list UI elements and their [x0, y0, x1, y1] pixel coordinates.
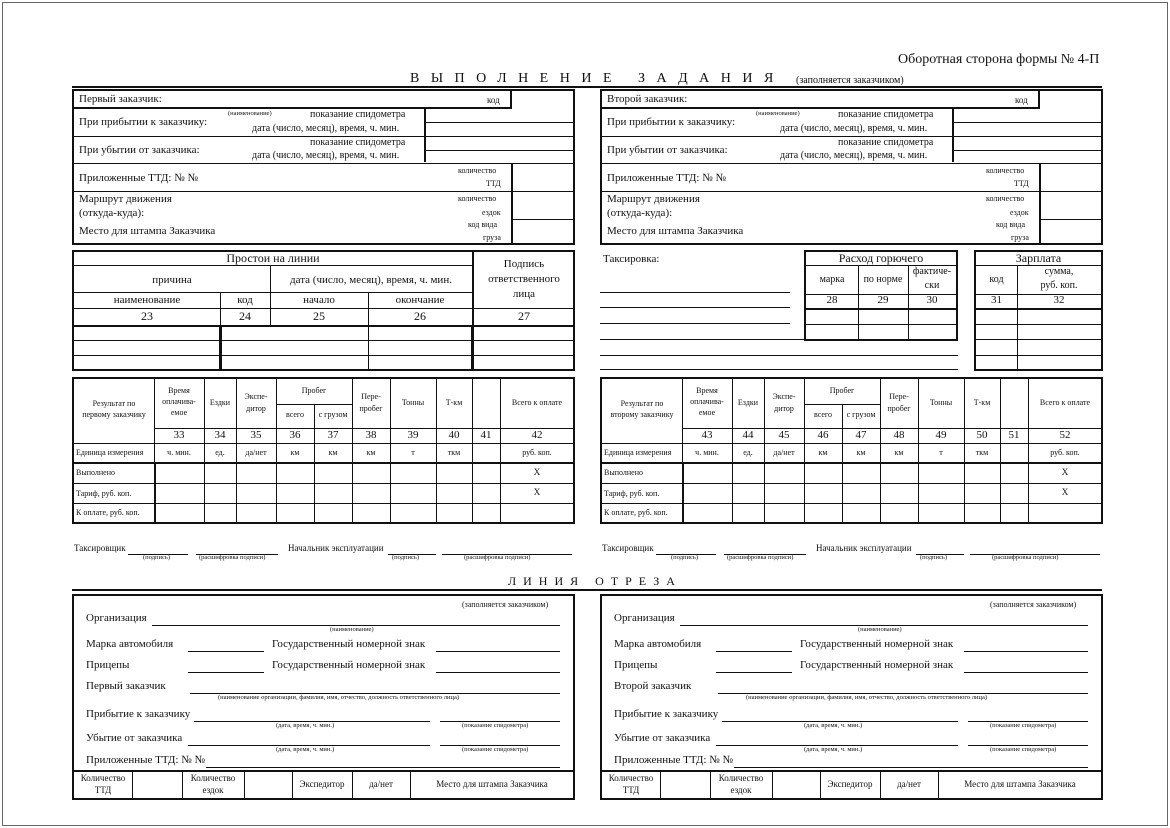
stub-note-r: (заполняется заказчиком)	[990, 600, 1077, 609]
stub-qty-ttd-2: ТТД	[94, 785, 112, 795]
col-51: 51	[1008, 429, 1020, 441]
cargo-label-2: груза	[483, 233, 501, 242]
stub-qty-trips-r1: Количество	[718, 773, 764, 783]
name-header: наименование	[113, 294, 181, 306]
fuel-brand: марка	[819, 274, 845, 285]
qty-label-r2: количество	[986, 194, 1025, 203]
result-header-r2: второму заказчику	[610, 410, 674, 419]
unit-rub-r: руб. коп.	[1050, 448, 1080, 457]
fuel-col-30: 30	[926, 294, 938, 306]
section-title: ВЫПОЛНЕНИЕ ЗАДАНИЯ	[410, 71, 785, 86]
stub-departure-label: Убытие от заказчика	[86, 732, 183, 744]
stub-org-label: Организация	[86, 612, 147, 624]
code-label: код	[487, 95, 500, 105]
unit-tons: т	[411, 448, 415, 457]
run-header: Пробег	[301, 386, 327, 395]
stub-org-desc: (наименование организации, фамилия, имя, отчество, должность ответственного лица)	[218, 694, 459, 701]
stub-plate-label: Государственный номерной знак	[272, 638, 426, 650]
stub-plate-label-r: Государственный номерной знак	[800, 638, 954, 650]
decode-caption-r2: (расшифровка подписи)	[992, 554, 1059, 561]
decode-caption-1: (расшифровка подписи)	[199, 554, 266, 561]
col-35: 35	[250, 429, 262, 441]
cut-line-rule	[72, 589, 1102, 591]
stub-qty-trips-r2: ездок	[730, 785, 752, 795]
decode-caption-r1: (расшифровка подписи)	[727, 554, 794, 561]
form-title: Оборотная сторона формы № 4-П	[898, 52, 1100, 67]
code-header: код	[237, 294, 253, 306]
departure-label-r: При убытии от заказчика:	[607, 144, 728, 156]
stub-trailers-label-r: Прицепы	[614, 659, 658, 671]
unit-run-total: км	[290, 448, 300, 457]
salary-col-32: 32	[1053, 294, 1065, 306]
topay-label: К оплате, руб. коп.	[76, 508, 140, 517]
x-mark-r2: X	[1061, 487, 1069, 497]
unit-tkm: ткм	[447, 448, 461, 457]
departure-label: При убытии от заказчика:	[79, 144, 200, 156]
run-loaded-header: с грузом	[318, 410, 348, 419]
salary-title: Зарплата	[1015, 251, 1062, 265]
naim-caption: (наименование)	[228, 110, 272, 117]
col-52: 52	[1059, 429, 1071, 441]
time-header-r3: емое	[698, 408, 716, 417]
result-header-1: Результат по	[92, 399, 136, 408]
tax-label: Таксировка:	[603, 253, 660, 265]
odometer-label: показание спидометра	[310, 109, 406, 120]
stub-arrival-label: Прибытие к заказчику	[86, 708, 191, 720]
run-total-header: всего	[285, 410, 304, 419]
col-36: 36	[289, 429, 301, 441]
stub-car-label-r: Марка автомобиля	[614, 638, 702, 650]
unit-run-total-r: км	[818, 448, 828, 457]
first-customer-label: Первый заказчик:	[79, 93, 162, 105]
route-label-2: (откуда-куда):	[79, 207, 145, 219]
odometer-label-r2: показание спидометра	[838, 137, 934, 148]
ttd-short-r: ТТД	[1014, 179, 1029, 188]
stub-departure-label-r: Убытие от заказчика	[614, 732, 711, 744]
salary-sum-2: руб. коп.	[1040, 280, 1078, 291]
unit-trips-r: ед.	[743, 448, 753, 457]
x-mark-r1: X	[1061, 467, 1069, 477]
unit-label: Единица измерения	[76, 448, 144, 457]
stub-car-label: Марка автомобиля	[86, 638, 174, 650]
sig-caption-2: (подпись)	[392, 554, 419, 561]
sign-header-2: ответственного	[488, 273, 560, 285]
unit-exp-r: да/нет	[773, 448, 795, 457]
stub-dt-caption-1: (дата, время, ч. мин.)	[276, 722, 335, 729]
stub-qty-ttd-r2: ТТД	[622, 785, 640, 795]
over-header-1: Пере-	[361, 392, 381, 401]
stub-dt-caption-r2: (дата, время, ч. мин.)	[804, 746, 863, 753]
stub-qty-trips-1: Количество	[190, 773, 236, 783]
code-label-r: код	[1015, 95, 1028, 105]
stub-org-desc-r: (наименование организации, фамилия, имя, отчество, должность ответственного лица)	[746, 694, 987, 701]
stamp-label: Место для штампа Заказчика	[79, 225, 216, 237]
time-header-3: емое	[170, 408, 188, 417]
time-header-2: оплачива-	[162, 397, 196, 406]
col-44: 44	[742, 429, 754, 441]
col-43: 43	[701, 429, 713, 441]
col-num-26: 26	[414, 309, 426, 323]
stub-yesno-r: да/нет	[897, 779, 921, 789]
naim-caption-r: (наименование)	[756, 110, 800, 117]
fuel-fact-1: фактиче-	[912, 266, 952, 277]
trips-label-r: ездок	[1010, 208, 1029, 217]
stub-trailers-label: Прицепы	[86, 659, 130, 671]
stub-yesno: да/нет	[369, 779, 393, 789]
unit-rub: руб. коп.	[522, 448, 552, 457]
exp-header-r2: дитор	[774, 404, 794, 413]
ttd-short: ТТД	[486, 179, 501, 188]
taxer-label-r: Таксировщик	[602, 543, 654, 553]
second-customer-label: Второй заказчик:	[607, 93, 688, 105]
result-header-r1: Результат по	[620, 399, 664, 408]
unit-trips: ед.	[215, 448, 225, 457]
over-header-r1: Пере-	[889, 392, 909, 401]
time-header-r2: оплачива-	[690, 397, 724, 406]
tariff-label: Тариф, руб. коп.	[76, 489, 132, 498]
stub-exp: Экспедитор	[299, 779, 345, 789]
exp-header-2: дитор	[246, 404, 266, 413]
datetime-label-r: дата (число, месяц), время, ч. мин.	[780, 123, 928, 134]
odometer-label-r: показание спидометра	[838, 109, 934, 120]
col-45: 45	[778, 429, 790, 441]
time-header-1: Время	[168, 386, 190, 395]
stub-ttd-label: Приложенные ТТД: № №	[86, 754, 205, 766]
start-header: начало	[303, 294, 335, 306]
unit-run-loaded: км	[328, 448, 338, 457]
cargo-label-r2: груза	[1011, 233, 1029, 242]
tkm-header: Т-км	[445, 398, 463, 407]
col-num-25: 25	[313, 309, 325, 323]
result-header-2: первому заказчику	[82, 410, 146, 419]
col-33: 33	[173, 429, 185, 441]
unit-label-r: Единица измерения	[604, 448, 672, 457]
total-pay-header-r: Всего к оплате	[1039, 398, 1091, 407]
arrival-label: При прибытии к заказчику:	[79, 116, 208, 128]
stub-exp-r: Экспедитор	[827, 779, 873, 789]
stamp-label-r: Место для штампа Заказчика	[607, 225, 744, 237]
cargo-label: код вида	[468, 220, 497, 229]
stub-stamp: Место для штампа Заказчика	[436, 779, 548, 789]
col-46: 46	[817, 429, 829, 441]
unit-time-r: ч. мин.	[695, 448, 719, 457]
end-header: окончание	[395, 294, 445, 306]
col-34: 34	[214, 429, 226, 441]
stub-odo-caption-r2: (показание спидометра)	[990, 746, 1057, 753]
tkm-header-r: Т-км	[973, 398, 991, 407]
cargo-label-r: код вида	[996, 220, 1025, 229]
col-num-23: 23	[141, 309, 153, 323]
time-header-r1: Время	[696, 386, 718, 395]
over-header-2: пробег	[359, 404, 383, 413]
col-42: 42	[531, 429, 543, 441]
stub-qty-trips-2: ездок	[202, 785, 224, 795]
tons-header-r: Тонны	[929, 398, 953, 407]
qty-label-r: количество	[986, 166, 1025, 175]
section-note: (заполняется заказчиком)	[796, 75, 904, 86]
trips-header: Ездки	[209, 398, 231, 407]
fuel-title: Расход горючего	[838, 251, 924, 265]
ttd-label-r: Приложенные ТТД: № №	[607, 172, 726, 184]
stub-note: (заполняется заказчиком)	[462, 600, 549, 609]
total-pay-header: Всего к оплате	[511, 398, 563, 407]
unit-tons-r: т	[939, 448, 943, 457]
trips-header-r: Ездки	[737, 398, 759, 407]
col-37: 37	[327, 429, 339, 441]
run-total-header-r: всего	[813, 410, 832, 419]
stub-org-label-r: Организация	[614, 612, 675, 624]
col-38: 38	[365, 429, 377, 441]
x-mark-1: X	[533, 467, 541, 477]
col-39: 39	[407, 429, 419, 441]
salary-sum-1: сумма,	[1044, 266, 1074, 277]
reason-header: причина	[152, 274, 192, 286]
unit-over-r: км	[894, 448, 904, 457]
qty-label: количество	[458, 166, 497, 175]
fuel-norm: по норме	[863, 274, 903, 285]
ttd-label: Приложенные ТТД: № №	[79, 172, 198, 184]
col-49: 49	[935, 429, 947, 441]
sig-caption-r1: (подпись)	[671, 554, 698, 561]
datetime-label: дата (число, месяц), время, ч. мин.	[252, 123, 400, 134]
done-label: Выполнено	[76, 468, 115, 477]
fuel-col-29: 29	[877, 294, 889, 306]
stub-odo-caption-1: (показание спидометра)	[462, 722, 529, 729]
stub-qty-ttd-1: Количество	[80, 773, 126, 783]
downtime-title: Простои на линии	[226, 251, 320, 265]
stub-qty-ttd-r1: Количество	[608, 773, 654, 783]
salary-col-31: 31	[991, 294, 1002, 306]
x-mark-2: X	[533, 487, 541, 497]
odometer-label-2: показание спидометра	[310, 137, 406, 148]
taxer-label: Таксировщик	[74, 543, 126, 553]
stub-dt-caption-r1: (дата, время, ч. мин.)	[804, 722, 863, 729]
unit-over: км	[366, 448, 376, 457]
sig-caption-1: (подпись)	[143, 554, 170, 561]
cut-line-label: ЛИНИЯ ОТРЕЗА	[508, 574, 682, 588]
datetime-label-r2: дата (число, месяц), время, ч. мин.	[780, 150, 928, 161]
stub-naim-caption: (наименование)	[330, 626, 374, 633]
unit-tkm-r: ткм	[975, 448, 989, 457]
tariff-label-r: Тариф, руб. коп.	[604, 489, 660, 498]
qty-label-2: количество	[458, 194, 497, 203]
col-40: 40	[448, 429, 460, 441]
route-label: Маршрут движения	[79, 193, 172, 205]
chief-label: Начальник эксплуатации	[288, 543, 384, 553]
stub-stamp-r: Место для штампа Заказчика	[964, 779, 1076, 789]
trips-label: ездок	[482, 208, 501, 217]
exp-header-1: Экспе-	[244, 392, 268, 401]
stub-plate-label-2: Государственный номерной знак	[272, 659, 426, 671]
downtime-datetime-header: дата (число, месяц), время, ч. мин.	[290, 274, 452, 286]
topay-label-r: К оплате, руб. коп.	[604, 508, 668, 517]
run-loaded-header-r: с грузом	[846, 410, 876, 419]
stub-arrival-label-r: Прибытие к заказчику	[614, 708, 719, 720]
col-num-24: 24	[239, 309, 251, 323]
stub-second-label: Второй заказчик	[614, 680, 692, 692]
stub-odo-caption-r1: (показание спидометра)	[990, 722, 1057, 729]
unit-time: ч. мин.	[167, 448, 191, 457]
done-label-r: Выполнено	[604, 468, 643, 477]
col-41: 41	[480, 429, 492, 441]
run-header-r: Пробег	[829, 386, 855, 395]
decode-caption-2: (расшифровка подписи)	[464, 554, 531, 561]
stub-naim-caption-r: (наименование)	[858, 626, 902, 633]
stub-first-label: Первый заказчик	[86, 680, 166, 692]
route-label-r: Маршрут движения	[607, 193, 700, 205]
stub-dt-caption-2: (дата, время, ч. мин.)	[276, 746, 335, 753]
unit-run-loaded-r: км	[856, 448, 866, 457]
stub-ttd-label-r: Приложенные ТТД: № №	[614, 754, 733, 766]
fuel-fact-2: ски	[924, 280, 940, 291]
unit-exp: да/нет	[245, 448, 267, 457]
sign-header-3: лица	[512, 288, 536, 300]
col-num-27: 27	[518, 309, 530, 323]
tons-header: Тонны	[401, 398, 425, 407]
sign-header-1: Подпись	[503, 258, 545, 270]
arrival-label-r: При прибытии к заказчику:	[607, 116, 736, 128]
col-47: 47	[855, 429, 867, 441]
stub-odo-caption-2: (показание спидометра)	[462, 746, 529, 753]
col-48: 48	[893, 429, 905, 441]
stub-plate-label-r2: Государственный номерной знак	[800, 659, 954, 671]
datetime-label-2: дата (число, месяц), время, ч. мин.	[252, 150, 400, 161]
salary-code: код	[989, 274, 1004, 285]
exp-header-r1: Экспе-	[772, 392, 796, 401]
sig-caption-r2: (подпись)	[920, 554, 947, 561]
chief-label-r: Начальник эксплуатации	[816, 543, 912, 553]
route-label-r2: (откуда-куда):	[607, 207, 673, 219]
header-rule	[72, 86, 1102, 88]
fuel-col-28: 28	[826, 294, 838, 306]
col-50: 50	[976, 429, 988, 441]
over-header-r2: пробег	[887, 404, 911, 413]
